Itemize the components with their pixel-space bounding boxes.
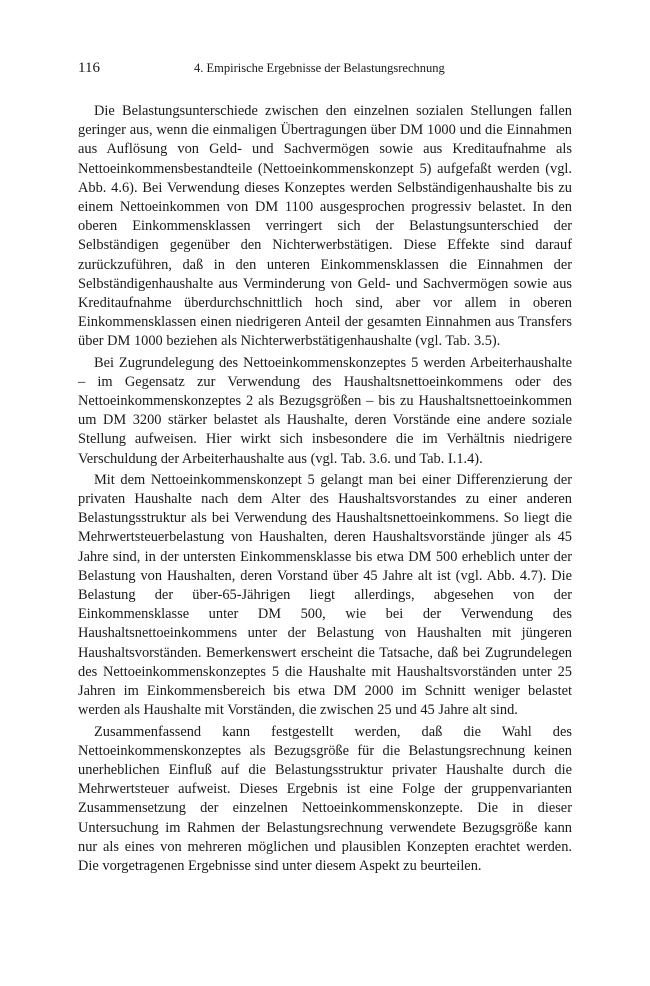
paragraph: Die Belastungsunterschiede zwischen den einzelnen sozialen Stellungen fallen geringer aus, wenn die einmaligen Übertragungen über DM 1000 und die Einnahmen aus Auflösung von Geld- und Sachvermögen sowie aus Kreditaufnahme als Nettoeinkommensbestandteile (Nettoeinkommenskonzept 5) aufgefaßt werden (vgl. Abb. 4.6). Bei Verwendung dieses Konzeptes werden Selbständigenhaushalte bis zu einem Nettoeinkommen von DM 1100 ausgesprochen progressiv belastet. In den oberen Einkommensklassen verringert sich der Belastungsunterschied der Selbständigen gegenüber den Nichterwerbstätigen. Diese Effekte sind darauf zurückzuführen, daß in den unteren Einkommensklassen die Einnahmen der Selbständigenhaushalte aus Verminderung von Geld- und Sachvermögen sowie aus Kreditaufnahme überdurchschnittlich hoch sind, aber vor allem in oberen Einkommensklassen einen niedrigeren Anteil der gesamten Einnahmen aus Transfers über DM 1000 beziehen als Nichterwerbstätigenhaushalte (vgl. Tab. 3.5). (78, 103, 572, 350)
book-page (78, 60, 572, 876)
running-head (78, 60, 572, 84)
page-number: 116 (78, 60, 100, 76)
paragraph: Zusammenfassend kann festgestellt werden, daß die Wahl des Nettoeinkommenskonzeptes als Bezugsgröße für die Belastungsrechnung keinen unerheblichen Einfluß auf die Belastungsstruktur privater Haushalte durch die Mehrwertsteuer aufweist. Dieses Ergebnis ist eine Folge der gruppenvarianten Zusammensetzung der einzelnen Nettoeinkommenskonzepte. Die in dieser Untersuchung im Rahmen der Belastungsrechnung verwendete Bezugsgröße kann nur als eines von mehreren möglichen und plausiblen Konzepten erachtet werden. Die vorgetragenen Ergebnisse sind unter diesem Aspekt zu beurteilen. (78, 723, 572, 874)
paragraph: Bei Zugrundelegung des Nettoeinkommenskonzeptes 5 werden Arbeiterhaushalte – im Gegensatz zur Verwendung des Haushaltsnettoeinkommens oder des Nettoeinkommenskonzeptes 2 als Bezugsgrößen – bis zu Haushaltsnettoeinkommen um DM 3200 stärker belastet als Haushalte, deren Vorstände eine andere soziale Stellung aufweisen. Hier wirkt sich insbesondere die im Verhältnis niedrigere Verschuldung der Arbeiterhaushalte aus (vgl. Tab. 3.6. und Tab. I.1.4). (78, 354, 572, 467)
paragraph: Mit dem Nettoeinkommenskonzept 5 gelangt man bei einer Differenzierung der privaten Haushalte nach dem Alter des Haushaltsvorstandes zu einer anderen Belastungsstruktur als bei Verwendung des Haushaltsnettoeinkommens. So liegt die Mehrwertsteuerbelastung von Haushalten, deren Haushaltsvorstände jünger als 45 Jahre sind, in der untersten Einkommensklasse bis etwa DM 500 erheblich unter der Belastung von Haushalten, deren Vorstand über 45 Jahre alt ist (vgl. Abb. 4.7). Die Belastung der über-65-Jährigen liegt allerdings, abgesehen von der Einkommensklasse unter DM 500, wie bei der Verwendung des Haushaltsnettoeinkommens unter der Belastung von Haushalten mit jüngeren Haushaltsvorständen. Bemerkenswert erscheint die Tatsache, daß bei Zugrundelegen des Nettoeinkommenskonzeptes 5 die Haushalte mit Haushaltsvorständen unter 25 Jahren im Einkommensbereich bis etwa DM 2000 im Schnitt weniger belastet werden als Haushalte mit Vorständen, die zwischen 25 und 45 Jahre alt sind. (78, 471, 572, 719)
chapter-title: 4. Empirische Ergebnisse der Belastungsrechnung (194, 61, 445, 75)
body-text (78, 102, 572, 876)
